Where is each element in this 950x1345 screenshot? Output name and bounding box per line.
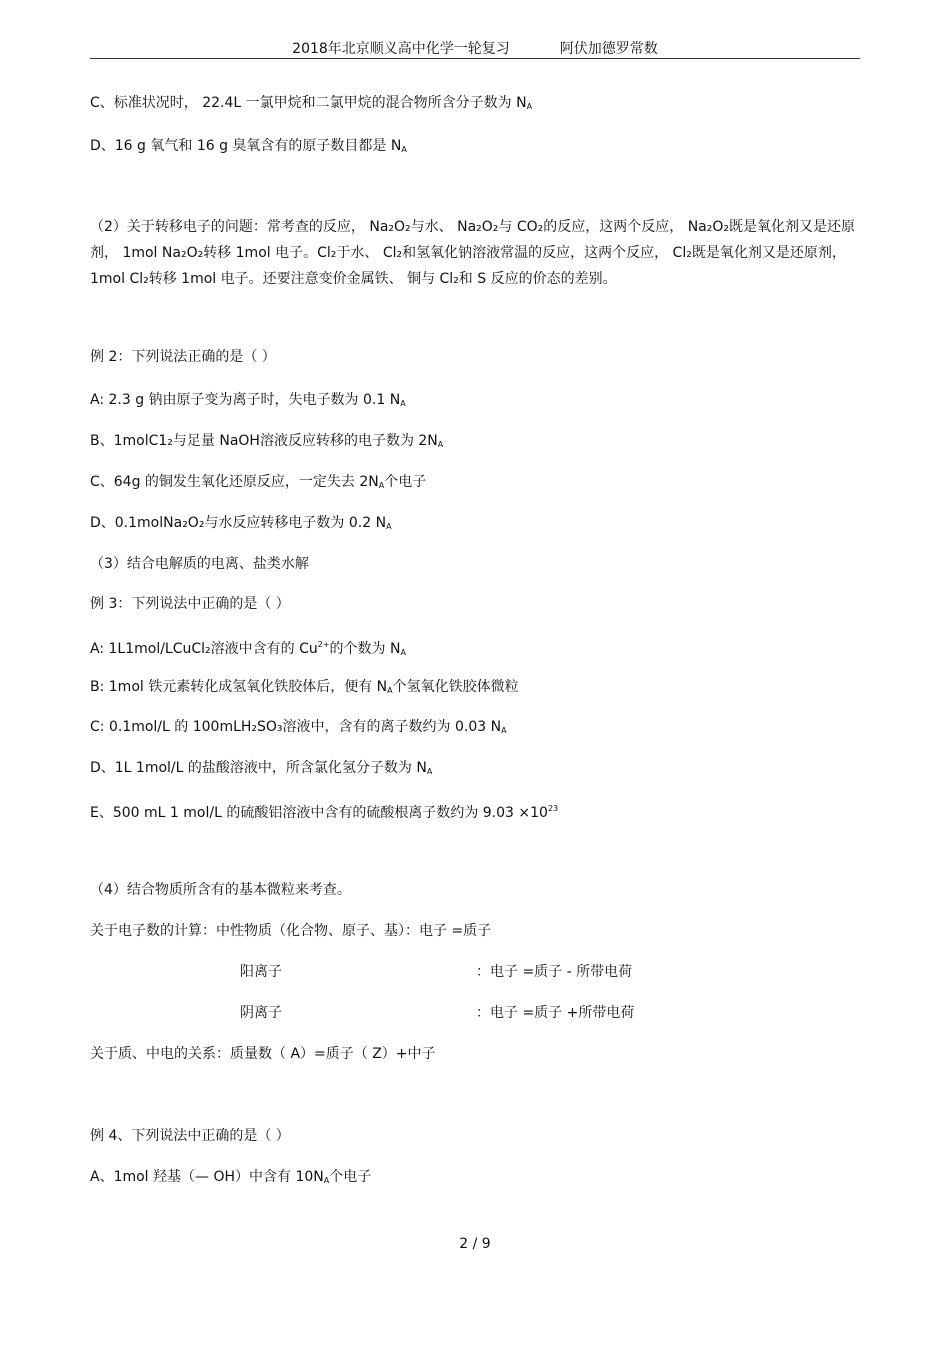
anion-rule: ：电子 =质子 +所带电荷	[476, 1005, 635, 1021]
page-number: 2 / 9	[459, 1236, 491, 1252]
example-3-option-c: C: 0.1mol/L 的 100mLH₂SO₃溶液中，含有的离子数约为 0.03 $N_A$	[90, 719, 507, 735]
example-3-option-b: B: 1mol 铁元素转化成氢氧化铁胶体后，便有 $N_A$个氢氧化铁胶体微粒	[90, 679, 519, 695]
section-4-heading: （4）结合物质所含有的基本微粒来考查。	[90, 882, 351, 898]
header-title: 2018年北京顺义高中化学一轮复习	[292, 41, 510, 57]
header-topic: 阿伏加德罗常数	[559, 41, 658, 57]
cation-label: 阳离子	[240, 964, 282, 980]
example-3-question: 例 3：下列说法中正确的是（ ）	[90, 596, 290, 612]
option-d-line: D、16 g 氧气和 16 g 臭氧含有的原子数目都是 $N_A$	[90, 138, 407, 154]
example-4-option-a: A、1mol 羟基（— OH）中含有 $10N_A$个电子	[90, 1169, 372, 1185]
cation-rule: ：电子 =质子 - 所带电荷	[476, 964, 633, 980]
example-2-question: 例 2：下列说法正确的是（ ）	[90, 349, 276, 365]
example-2-option-a: A: 2.3 g 钠由原子变为离子时，失电子数为 0.1 $N_A$	[90, 392, 406, 408]
example-3-option-d: D、1L 1mol/L 的盐酸溶液中，所含氯化氢分子数为 $N_A$	[90, 760, 433, 776]
section-2-paragraph: （2）关于转移电子的问题：常考查的反应， Na₂O₂与水、 Na₂O₂与 CO₂的反应，这两个反应， Na₂O₂既是氧化剂又是还原剂， 1mol Na₂O₂转移 1mol 电子。Cl₂于水、 Cl₂和氢氧化钠溶液常温的反应，这两个反应， Cl₂既是氧化剂又是还原剂， 1mol Cl₂转移 1mol 电子。还要注意变价金属铁、 铜与 Cl₂和 S 反应的价态的差别。	[90, 219, 856, 287]
mass-number-line: 关于质、中电的关系：质量数（ A）=质子（ Z）+中子	[90, 1046, 436, 1062]
anion-label: 阴离子	[240, 1005, 282, 1021]
section-3-heading: （3）结合电解质的电离、盐类水解	[90, 556, 309, 572]
example-3-option-a: A: 1L1mol/LCuCl₂溶液中含有的 $Cu^{2+}$的个数为 $N_A$	[90, 640, 406, 657]
example-2-option-d: D、0.1molNa₂O₂与水反应转移电子数为 0.2 $N_A$	[90, 515, 392, 531]
example-4-question: 例 4、下列说法中正确的是（ ）	[90, 1128, 290, 1144]
option-c-line: C、标准状况时， 22.4L 一氯甲烷和二氯甲烷的混合物所含分子数为 $N_A$	[90, 95, 533, 111]
page-header	[90, 40, 860, 59]
example-2-option-b: B、1molC1₂与足量 NaOH溶液反应转移的电子数为 $2N_A$	[90, 433, 444, 449]
example-3-option-e: E、500 mL 1 mol/L 的硫酸铝溶液中含有的硫酸根离子数约为 $9.03 \times 10^{23}$	[90, 804, 559, 821]
electron-calc-line: 关于电子数的计算：中性物质（化合物、原子、基）：电子 =质子	[90, 923, 492, 939]
example-2-option-c: C、64g 的铜发生氧化还原反应，一定失去 $2N_A$个电子	[90, 474, 427, 490]
